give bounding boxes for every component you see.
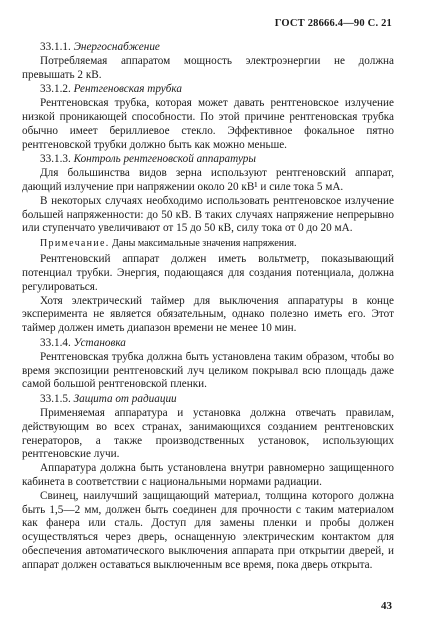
paragraph: Рентгеновский аппарат должен иметь вольтметр, показывающий потенциал трубки. Энергия, подающаяся для создания потенциала, должна регулироваться. [22, 253, 394, 293]
section-number: 33.1.1. [40, 41, 71, 53]
note [22, 237, 394, 250]
note-label: Примечание. [40, 238, 110, 250]
paragraph: Свинец, наилучший защищающий материал, толщина которого должна быть 1,5—2 мм, должен быть соединен для прочности с таким материалом как фанера или сталь. Доступ для замены пленки и пробы должен осуществляться через дверь, оснащенную электрическим контактом для обеспечения автоматического выключения аппарата при открытии дверей, и аппарат должен оставаться выключенным все время, пока дверь открыта. [22, 489, 394, 571]
paragraph: Рентгеновская трубка, которая может давать рентгеновское излучение низкой проникающей способности. По этой причине рентгеновская трубка обычно имеет бериллиевое стекло. Эффективное фокальное пятно рентгеновской трубки должно быть как можно меньше. [22, 97, 394, 151]
section-heading [22, 83, 394, 97]
section-number: 33.1.5. [40, 393, 71, 406]
section-title: Установка [73, 336, 126, 349]
paragraph: Аппаратура должна быть установлена внутри равномерно защищенного кабинета в соответствии с национальными нормами радиации. [22, 462, 394, 488]
section-title: Контроль рентгеновской аппаратуры [73, 153, 256, 166]
section-number: 33.1.3. [40, 153, 71, 166]
document-body [22, 40, 394, 572]
paragraph: В некоторых случаях необходимо использовать рентгеновское излучение большей напряженности: до 50 кВ. В таких случаях напряжение непрерывно или ступенчато увеличивают от 15 до 50 кВ, силу тока от 0 до 20 мА. [22, 194, 394, 235]
running-header: ГОСТ 28666.4—90 С. 21 [274, 18, 392, 29]
paragraph: Для большинства видов зерна используют рентгеновский аппарат, дающий излучение при напряжении около 20 кВ¹ и силе тока 5 мА. [22, 167, 394, 193]
paragraph: Хотя электрический таймер для выключения аппаратуры в конце эксперимента не является обязательным, однако полезно иметь его. Этот таймер должен иметь диапазон времени не менее 10 мин. [22, 294, 394, 335]
section-number: 33.1.4. [40, 336, 71, 349]
section-title: Рентгеновская трубка [73, 83, 182, 96]
section-heading [22, 337, 394, 351]
section-title: Защита от радиации [73, 393, 177, 406]
paragraph: Рентгеновская трубка должна быть установлена таким образом, чтобы во время экспозиции рентгеновский луч целиком покрывал всю площадь даже самой большой рентгеновской пленки. [22, 350, 394, 391]
section-heading [22, 41, 394, 55]
section-heading [22, 153, 394, 167]
note-text: Даны максимальные значения напряжения. [112, 238, 297, 250]
paragraph: Применяемая аппаратура и установка должна отвечать правилам, действующим во всех странах, занимающихся созданием рентгеновских генераторов, а также производственных установок, использующих рентгеновские лучи. [22, 406, 394, 461]
section-title: Энергоснабжение [73, 41, 160, 53]
section-number: 33.1.2. [40, 83, 71, 96]
page-number: 43 [381, 600, 392, 612]
paragraph: Потребляемая аппаратом мощность электроэнергии не должна превышать 2 кВ. [22, 54, 394, 81]
section-heading [22, 393, 394, 407]
